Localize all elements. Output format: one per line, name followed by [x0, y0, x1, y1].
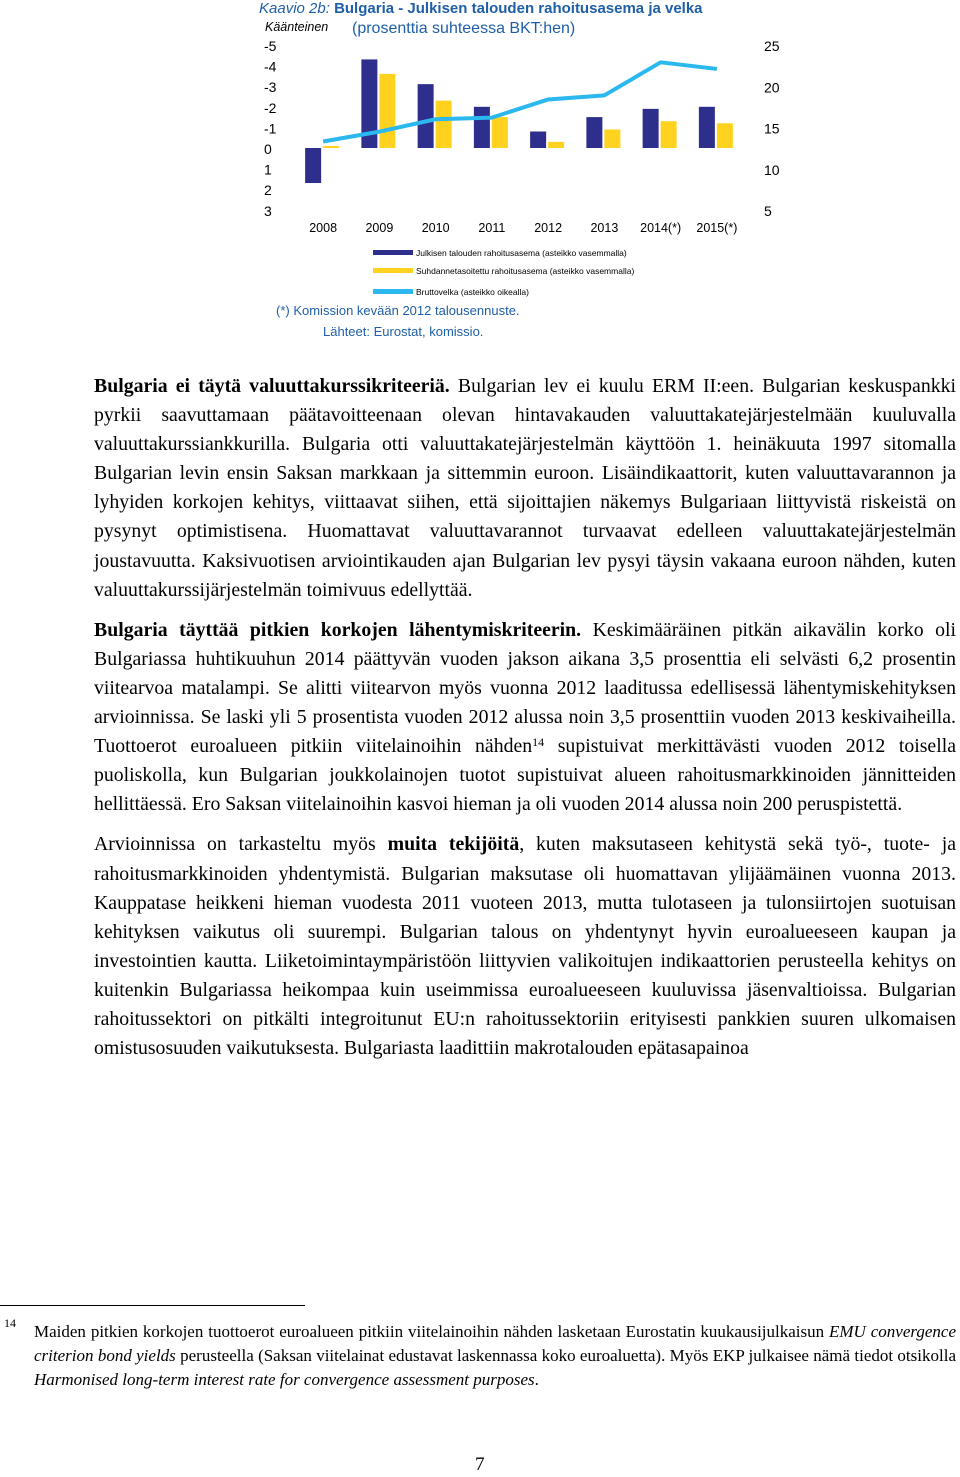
footnote-text: Maiden pitkien korkojen tuottoerot euroalueen pitkiin viitelainoihin nähden lasketaan Eurostatin kuukausijulkaisun EMU convergence criterion bond yields perusteella (Saksan viitelainat edustavat laskennassa koko euroaluetta). Myös EKP julkaisee nämä tiedot otsikolla Harmonised long-term interest rate for convergence assessment purposes. [34, 1322, 956, 1389]
chart-plot [0, 0, 960, 350]
y-right-tick: 15 [764, 120, 780, 137]
bar-fiscal-balance [699, 107, 715, 148]
bar-structural-balance [548, 142, 564, 148]
y-left-tick: -3 [264, 79, 277, 96]
y-right-tick: 10 [764, 161, 780, 178]
y-left-tick: -5 [264, 38, 277, 54]
footnote-reference[interactable]: 14 [532, 735, 545, 750]
y-left-tick: -2 [264, 99, 277, 116]
page-number: 7 [475, 1454, 485, 1475]
bar-structural-balance [717, 123, 733, 148]
bar-structural-balance [379, 74, 395, 148]
inverted-axis-note: Käänteinen [265, 20, 329, 34]
x-tick-label: 2008 [309, 221, 338, 235]
y-right-tick: 25 [764, 38, 780, 54]
x-tick-label: 2015(*) [696, 221, 738, 235]
bar-fiscal-balance [586, 117, 602, 148]
footnote-mark: 14 [4, 1316, 16, 1330]
y-left-tick: -1 [264, 120, 277, 137]
y-right-tick: 20 [764, 79, 780, 96]
bar-fiscal-balance [305, 148, 321, 183]
chart-subtitle: (prosenttia suhteessa BKT:hen) [352, 20, 576, 37]
footnote-divider [0, 1305, 305, 1306]
y-left-tick: -4 [264, 58, 277, 75]
bar-structural-balance [492, 117, 508, 148]
chart-footnote-forecast: (*) Komission kevään 2012 talousennuste. [276, 303, 520, 318]
y-left-tick: 3 [264, 202, 272, 219]
paragraph-interest-rate: Bulgaria täyttää pitkien korkojen lähentymiskriteerin. Keskimääräinen pitkän aikavälin korko oli Bulgariassa huhtikuuhun 2014 päättyvän vuoden jakson aikana 3,5 prosenttia eli selvästi 6,2 prosentin viitearvoa matalampi. Se alitti viitearvon myös vuonna 2012 laaditussa edellisessä lähentymiskehityksen arvioinnissa. Se laski yli 5 prosentista vuoden 2012 alussa noin 3,5 prosenttiin vuoden 2013 keskivaiheilla. Tuottoerot euroalueen pitkiin viitelainoihin nähden$^{14}$ supistuivat merkittävästi vuoden 2012 toisella puoliskolla, kun Bulgarian joukkolainojen tuotot supistuivat alueen rahoitusmarkkinoiden jännitteiden hellittäessä. Ero Saksan viitelainoihin kasvoi hieman ja oli vuoden 2014 alussa noin 200 peruspistettä. [94, 618, 956, 816]
y-left-tick: 0 [264, 141, 272, 157]
x-tick-label: 2011 [478, 221, 506, 235]
legend-label: Suhdannetasoitettu rahoitusasema (asteikko vasemmalla) [416, 266, 635, 276]
y-right-tick: 5 [764, 203, 772, 219]
bar-structural-balance [323, 146, 339, 148]
y-left-tick: 1 [264, 161, 272, 178]
paragraph-other-factors: Arvioinnissa on tarkasteltu myös muita tekijöitä, kuten maksutaseen kehitystä sekä työ-, tuote- ja rahoitusmarkkinoiden yhdentymistä. Bulgarian maksutase oli huomattavan ylijäämäinen vuonna 2013. Kauppatase heikkeni hieman vuodesta 2011 vuoteen 2013, mutta tulotaseen ja tulonsiirtojen suotuisan kehityksen vaikutus oli suurempi. Bulgarian talous on yhdentynyt hyvin euroalueeseen kaupan ja investointien kautta. Liiketoimintaympäristöön liittyvien valikoitujen indikaattorien perusteella kehitys on kuitenkin Bulgariassa heikompaa kuin useimmissa euroalueeseen kuuluvissa jäsenvaltioissa. Bulgarian rahoitussektori on pitkälti integroitunut EU:n rahoitussektoriin erityisesti pankkien suuren ulkomaisen omistusosuuden vaikutuksesta. Bulgariasta laadittiin makrotalouden epätasapainoa [94, 833, 957, 1060]
legend-label: Bruttovelka (asteikko oikealla) [416, 287, 529, 297]
x-tick-label: 2013 [590, 221, 619, 235]
bar-fiscal-balance [418, 84, 434, 148]
bar-structural-balance [604, 129, 620, 148]
legend-swatch [373, 289, 413, 294]
bar-fiscal-balance [643, 109, 659, 148]
y-left-tick: 2 [264, 182, 272, 199]
bar-fiscal-balance [474, 107, 490, 148]
legend-swatch [373, 250, 413, 255]
paragraph-exchange-rate: Bulgaria ei täytä valuuttakurssikriteeriä. Bulgarian lev ei kuulu ERM II:een. Bulgarian keskuspankki pyrkii saavuttamaan päätavoitteenaan olevan hintavakauden valuuttakatejärjestelmään kuuluvalla valuuttakurssiankkurilla. Bulgaria otti valuuttakatejärjestelmän käyttöön 1. heinäkuuta 1997 sitomalla Bulgarian levin ensin Saksan markkaan ja sittemmin euroon. Lisäindikaattorit, kuten valuuttavarannon ja lyhyiden korkojen kehitys, viittaavat siihen, että sijoittajien näkemys Bulgariaan liittyvistä riskeistä on pysynyt optimistisena. Huomattavat valuuttavarannot turvaavat edelleen valuuttakatejärjestelmän joustavuutta. Kaksivuotisen arviointikauden ajan Bulgarian lev pysyi täysin vakaana euroon nähden, kuten valuuttakurssijärjestelmän toimivuus edellyttää. [94, 375, 956, 601]
bar-structural-balance [661, 121, 677, 148]
bar-fiscal-balance [530, 132, 546, 148]
legend-swatch [373, 268, 413, 273]
bar-structural-balance [436, 101, 452, 148]
x-tick-label: 2014(*) [640, 221, 682, 235]
body-text [94, 372, 956, 1074]
chart-title: Kaavio 2b: Bulgaria - Julkisen talouden rahoitusasema ja velka [259, 0, 703, 17]
x-tick-label: 2010 [421, 221, 450, 235]
x-tick-label: 2012 [534, 221, 563, 235]
legend-label: Julkisen talouden rahoitusasema (asteikko vasemmalla) [416, 248, 627, 258]
chart-figure [0, 0, 960, 350]
chart-footnote-sources: Lähteet: Eurostat, komissio. [323, 324, 484, 339]
x-tick-label: 2009 [365, 221, 394, 235]
